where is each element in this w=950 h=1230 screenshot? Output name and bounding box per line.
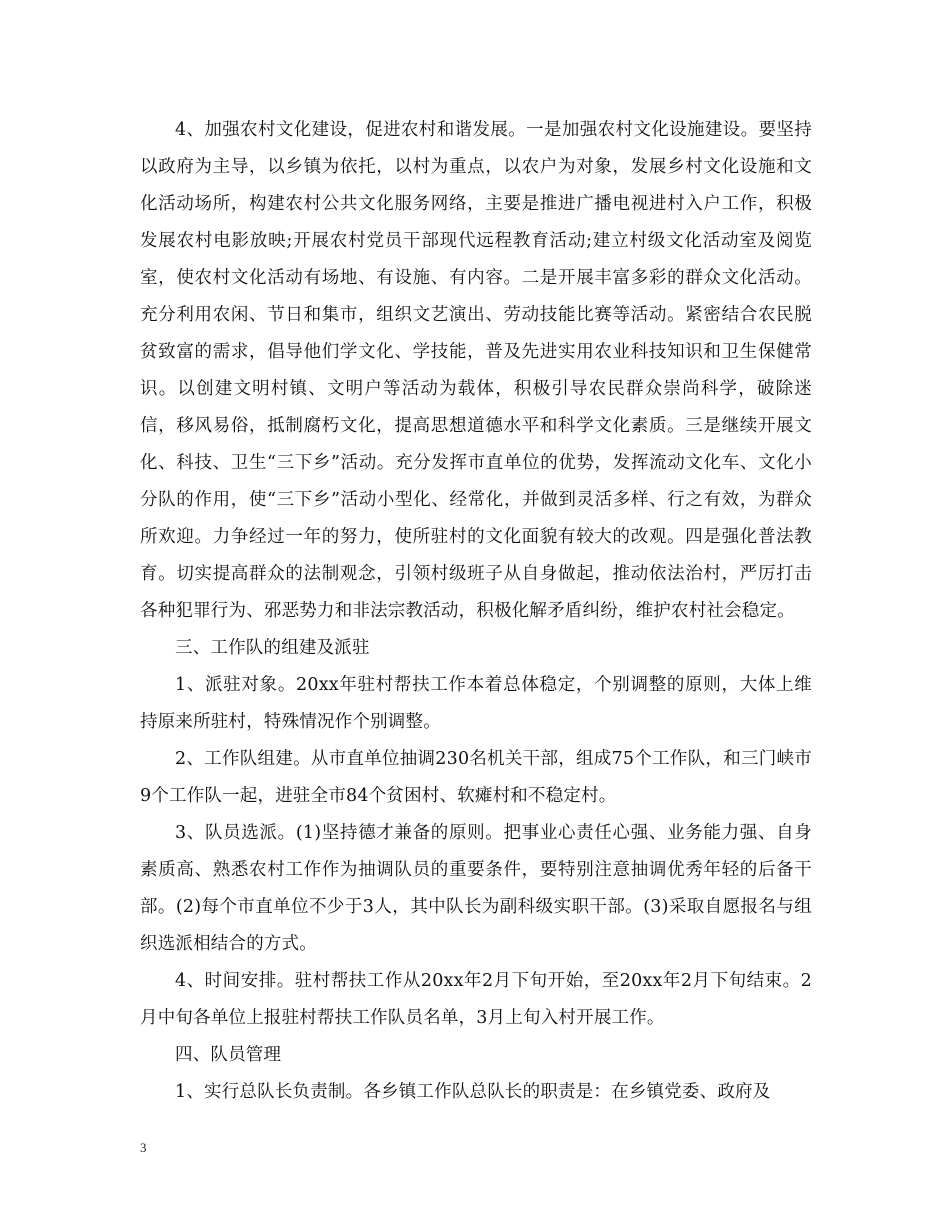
section-heading-work-team-formation: 三、工作队的组建及派驻 (175, 638, 370, 658)
paragraph-team-formation: 2、工作队组建。从市直单位抽调230名机关干部，组成75个工作队，和三门峡市9个工作队一起，进驻全市84个贫困村、软瘫村和不稳定村。 (140, 749, 812, 806)
paragraph-schedule: 4、时间安排。驻村帮扶工作从20xx年2月下旬开始，至20xx年2月下旬结束。2月中旬各单位上报驻村帮扶工作队员名单，3月上旬入村开展工作。 (140, 971, 812, 1028)
page-number: 3 (140, 1140, 147, 1155)
section-heading-member-management: 四、队员管理 (175, 1045, 282, 1065)
paragraph-dispatch-target: 1、派驻对象。20xx年驻村帮扶工作本着总体稳定，个别调整的原则，大体上维持原来所驻村，特殊情况作个别调整。 (140, 675, 812, 732)
document-body (140, 112, 812, 1111)
paragraph-member-selection: 3、队员选派。(1)坚持德才兼备的原则。把事业心责任心强、业务能力强、自身素质高、熟悉农村工作作为抽调队员的重要条件，要特别注意抽调优秀年轻的后备干部。(2)每个市直单位不少于3人，其中队长为副科级实职干部。(3)采取自愿报名与组织选派相结合的方式。 (140, 823, 812, 954)
paragraph-team-leader-responsibility: 1、实行总队长负责制。各乡镇工作队总队长的职责是：在乡镇党委、政府及 (175, 1082, 771, 1102)
paragraph-culture-construction: 4、加强农村文化建设，促进农村和谐发展。一是加强农村文化设施建设。要坚持以政府为主导，以乡镇为依托，以村为重点，以农户为对象，发展乡村文化设施和文化活动场所，构建农村公共文化服务网络，主要是推进广播电视进村入户工作，积极发展农村电影放映;开展农村党员干部现代远程教育活动;建立村级文化活动室及阅览室，使农村文化活动有场地、有设施、有内容。二是开展丰富多彩的群众文化活动。充分利用农闲、节日和集市，组织文艺演出、劳动技能比赛等活动。紧密结合农民脱贫致富的需求，倡导他们学文化、学技能，普及先进实用农业科技知识和卫生保健常识。以创建文明村镇、文明户等活动为载体，积极引导农民群众崇尚科学，破除迷信，移风易俗，抵制腐朽文化，提高思想道德水平和科学文化素质。三是继续开展文化、科技、卫生“三下乡”活动。充分发挥市直单位的优势，发挥流动文化车、文化小分队的作用，使“三下乡”活动小型化、经常化，并做到灵活多样、行之有效，为群众所欢迎。力争经过一年的努力，使所驻村的文化面貌有较大的改观。四是强化普法教育。切实提高群众的法制观念，引领村级班子从自身做起，推动依法治村，严厉打击各种犯罪行为、邪恶势力和非法宗教活动，积极化解矛盾纠纷，维护农村社会稳定。 (140, 120, 812, 621)
